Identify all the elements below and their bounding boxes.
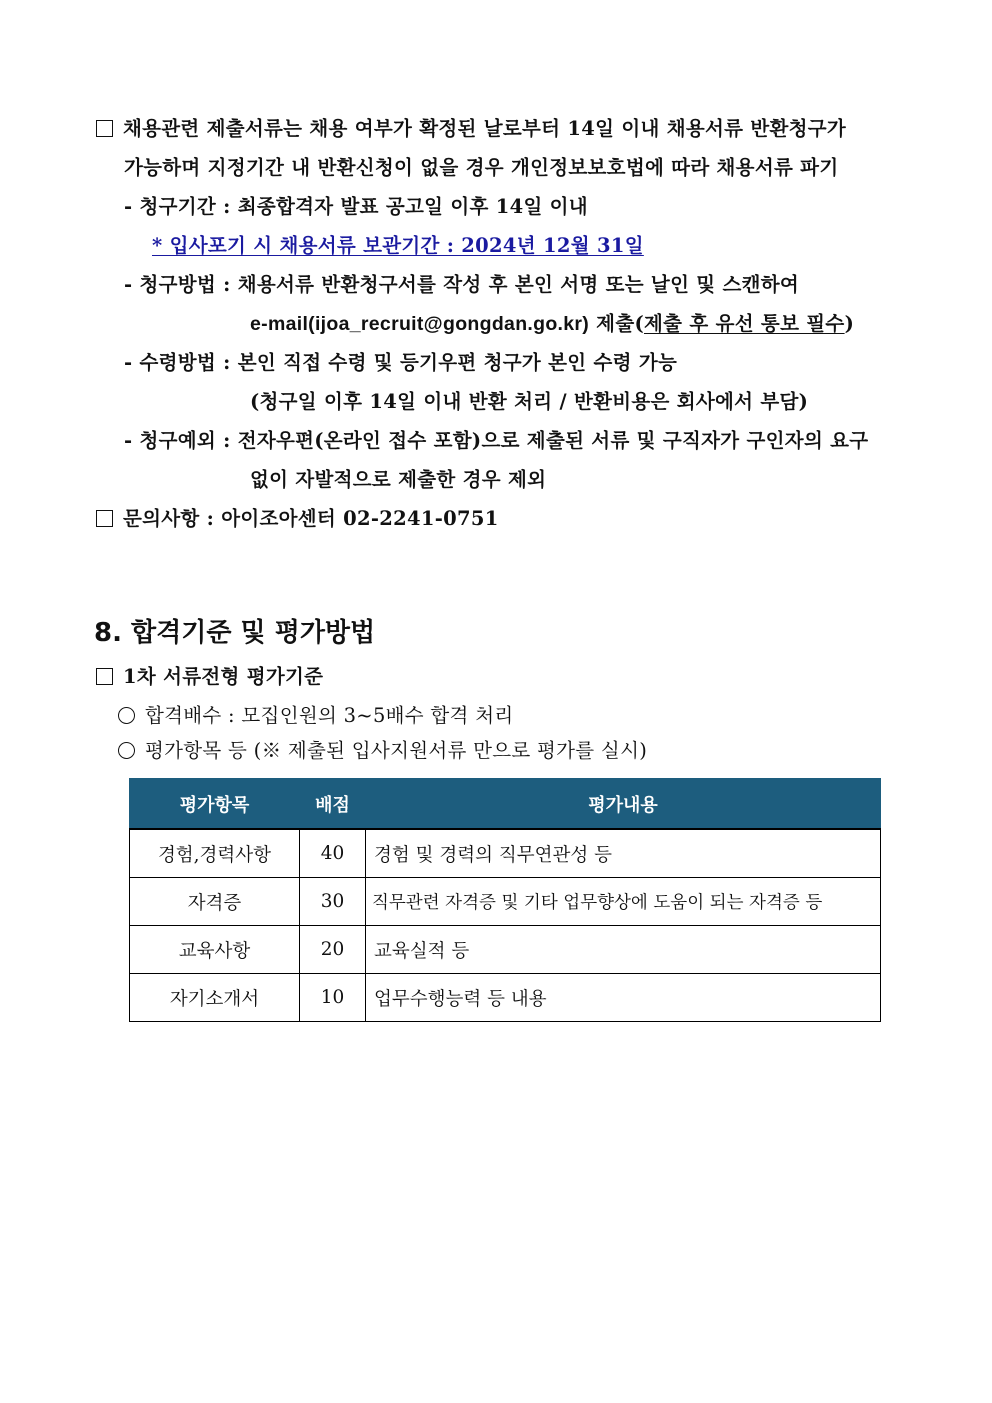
subsection-title: 1차 서류전형 평가기준 <box>96 664 323 690</box>
cell-score: 20 <box>300 926 366 974</box>
circle-bullet-icon <box>118 707 135 724</box>
checkbox-square-icon <box>96 668 113 685</box>
receive-method-line-1: - 수령방법 : 본인 직접 수령 및 등기우편 청구가 본인 수령 가능 <box>124 351 678 374</box>
email-address: e-mail(ijoa_recruit@gongdan.go.kr) <box>250 313 590 335</box>
cell-item: 자격증 <box>130 878 300 926</box>
cell-score: 40 <box>300 829 366 878</box>
claim-period: - 청구기간 : 최종합격자 발표 공고일 이후 14일 이내 <box>124 195 588 218</box>
cell-item: 교육사항 <box>130 926 300 974</box>
header-content: 평가내용 <box>366 779 881 830</box>
table-row <box>130 829 881 878</box>
cell-item: 자기소개서 <box>130 974 300 1022</box>
inquiry: 문의사항 : 아이조아센터 02-2241-0751 <box>96 506 499 532</box>
table-header-row <box>130 779 881 830</box>
claim-method-line-2: e-mail(ijoa_recruit@gongdan.go.kr) 제출(제출 후 유선 통보 필수) <box>250 312 855 335</box>
cell-score: 10 <box>300 974 366 1022</box>
submit-notice: 제출 후 유선 통보 필수 <box>643 312 845 335</box>
circle-bullet-icon <box>118 742 135 759</box>
notice-line-1: 채용관련 제출서류는 채용 여부가 확정된 날로부터 14일 이내 채용서류 반환청구가 <box>96 116 846 142</box>
bullet-eval-items: 평가항목 등 (※ 제출된 입사지원서류 만으로 평가를 실시) <box>118 738 647 764</box>
section-title: 8. 합격기준 및 평가방법 <box>94 618 376 648</box>
header-item: 평가항목 <box>130 779 300 830</box>
retention-note: * 입사포기 시 채용서류 보관기간 : 2024년 12월 31일 <box>152 234 644 257</box>
table-row <box>130 926 881 974</box>
cell-score: 30 <box>300 878 366 926</box>
table-row <box>130 974 881 1022</box>
exception-line-2: 없이 자발적으로 제출한 경우 제외 <box>250 468 547 491</box>
evaluation-table <box>129 778 881 1022</box>
checkbox-square-icon <box>96 510 113 527</box>
checkbox-square-icon <box>96 120 113 137</box>
cell-content: 교육실적 등 <box>366 926 881 974</box>
receive-method-line-2: (청구일 이후 14일 이내 반환 처리 / 반환비용은 회사에서 부담) <box>250 390 809 413</box>
cell-content: 업무수행능력 등 내용 <box>366 974 881 1022</box>
bullet-pass-multiple: 합격배수 : 모집인원의 3~5배수 합격 처리 <box>118 703 513 729</box>
notice-line-2: 가능하며 지정기간 내 반환신청이 없을 경우 개인정보보호법에 따라 채용서류 파기 <box>124 156 839 179</box>
cell-item: 경험,경력사항 <box>130 829 300 878</box>
exception-line-1: - 청구예외 : 전자우편(온라인 접수 포함)으로 제출된 서류 및 구직자가 구인자의 요구 <box>124 429 869 452</box>
header-score: 배점 <box>300 779 366 830</box>
cell-content: 경험 및 경력의 직무연관성 등 <box>366 829 881 878</box>
claim-method-line-1: - 청구방법 : 채용서류 반환청구서를 작성 후 본인 서명 또는 날인 및 스캔하여 <box>124 273 800 296</box>
table-row <box>130 878 881 926</box>
cell-content: 직무관련 자격증 및 기타 업무향상에 도움이 되는 자격증 등 <box>366 878 881 926</box>
